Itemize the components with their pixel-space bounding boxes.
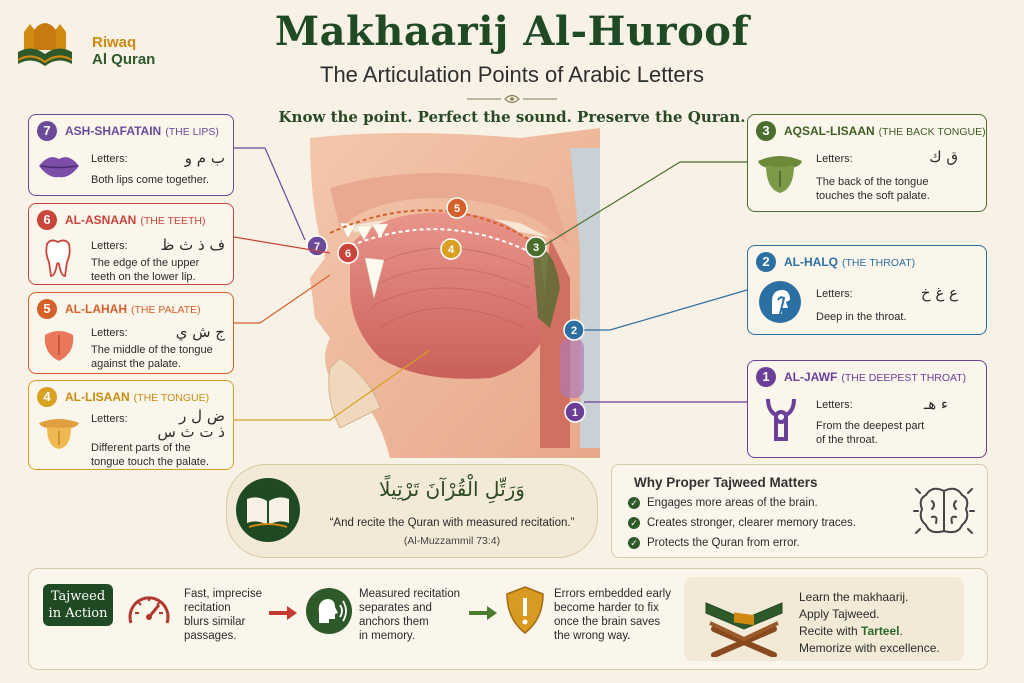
letters-arabic-2: ذ ت ث س: [157, 423, 225, 441]
check-icon: ✓: [628, 497, 640, 509]
point-description: [91, 441, 209, 469]
point-number: 4: [37, 387, 57, 407]
badge-line: in Action: [48, 606, 108, 621]
step-text-3: [554, 587, 671, 643]
point-card-1: [747, 360, 987, 458]
svg-text:7: 7: [313, 241, 321, 253]
check-icon: ✓: [628, 517, 640, 529]
point-name: AL-LISAAN: [65, 390, 130, 404]
tongue-icon: [39, 325, 79, 365]
step-line: separates and: [359, 602, 432, 614]
desc-line: The middle of the tongue: [91, 344, 213, 356]
tooth-icon: [43, 238, 73, 278]
letters-label: Letters:: [816, 153, 853, 165]
svg-text:6: 6: [344, 248, 352, 260]
arrow-right-icon: [269, 605, 297, 621]
point-description: [816, 175, 930, 203]
back-tongue-icon: [756, 151, 804, 195]
letters-arabic: ج ش ي: [175, 323, 225, 341]
tongue-out-icon: [37, 415, 81, 451]
letters-arabic: ض ل ر: [179, 407, 225, 425]
point-description: [91, 256, 199, 284]
point-card-4: [28, 380, 234, 470]
step-line: passages.: [184, 630, 237, 642]
step-text-2: [359, 587, 460, 643]
why-item-text: Engages more areas of the brain.: [647, 497, 818, 510]
speedometer-icon: [125, 589, 173, 637]
desc-line: tongue touch the palate.: [91, 456, 210, 468]
why-title: Why Proper Tajweed Matters: [634, 475, 818, 490]
letters-arabic: ء هـ: [923, 395, 948, 413]
page-title: Makhaarij Al-Huroof: [274, 8, 750, 55]
svg-text:5: 5: [453, 203, 461, 215]
point-name: AL-JAWF: [784, 370, 838, 384]
desc-line: teeth on the lower lip.: [91, 271, 196, 283]
learn-summary-box: [684, 577, 964, 661]
letters-arabic: ف ذ ث ظ: [160, 236, 225, 254]
step-line: Measured recitation: [359, 588, 460, 600]
quote-reference: (Al-Muzzammil 73:4): [403, 535, 501, 547]
point-subtitle: (THE DEEPEST THROAT): [841, 372, 967, 384]
quote-english: “And recite the Quran with measured recitation.”: [329, 517, 575, 529]
why-item-text: Protects the Quran from error.: [647, 537, 800, 550]
why-item: [628, 537, 800, 549]
point-description: [816, 310, 907, 324]
svg-text:2: 2: [570, 325, 578, 337]
letters-label: Letters:: [91, 413, 128, 425]
step-line: Errors embedded early: [554, 588, 671, 600]
point-number: 7: [37, 121, 57, 141]
letters-label: Letters:: [91, 153, 128, 165]
point-name: AL-LAHAH: [65, 302, 127, 316]
letters-arabic: ع غ خ: [920, 284, 958, 302]
desc-line: The back of the tongue: [816, 176, 929, 188]
point-description: [816, 419, 924, 447]
quran-on-stand-icon: [696, 583, 792, 657]
point-card-7: [28, 114, 234, 196]
quote-arabic: وَرَتِّلِ الْقُرْآنَ تَرْتِيلًا: [379, 477, 525, 501]
step-line: recitation: [184, 602, 231, 614]
point-title: [784, 255, 915, 269]
point-card-2: [747, 245, 987, 335]
point-subtitle: (THE LIPS): [165, 126, 219, 138]
desc-line: Both lips come together.: [91, 174, 210, 186]
desc-line: The edge of the upper: [91, 257, 200, 269]
svg-text:4: 4: [447, 244, 455, 256]
point-card-3: [747, 114, 987, 212]
point-number: 1: [756, 367, 776, 387]
letters-label: Letters:: [816, 399, 853, 411]
arrow-right-icon: [469, 605, 497, 621]
point-title: [784, 124, 986, 138]
step-line: become harder to fix: [554, 602, 659, 614]
svg-text:1: 1: [571, 407, 579, 419]
step-line: in memory.: [359, 630, 416, 642]
tarteel-highlight: Tarteel: [861, 624, 900, 638]
point-title: [65, 302, 201, 316]
desc-line: From the deepest part: [816, 420, 925, 432]
point-number: 6: [37, 210, 57, 230]
desc-line: Different parts of the: [91, 442, 191, 454]
summary-part: .: [899, 624, 903, 638]
letters-label: Letters:: [91, 327, 128, 339]
tagline: Know the point. Perfect the sound. Preserve the Quran.: [278, 108, 746, 126]
letters-arabic: ق ك: [929, 148, 958, 166]
step-line: once the brain saves: [554, 616, 661, 628]
page-subtitle: The Articulation Points of Arabic Letters: [320, 62, 704, 87]
point-title: [65, 213, 205, 227]
point-number: 5: [37, 299, 57, 319]
summary-line: Apply Tajweed.: [799, 607, 880, 621]
tajweed-in-action-badge: [43, 584, 113, 626]
point-subtitle: (THE TONGUE): [133, 392, 210, 404]
point-number: 2: [756, 252, 776, 272]
point-subtitle: (THE THROAT): [842, 257, 916, 269]
step-text-1: [184, 587, 262, 643]
brand-line1: Riwaq: [92, 34, 137, 51]
point-card-5: [28, 292, 234, 374]
point-markers: [300, 190, 600, 430]
point-title: [65, 124, 219, 138]
point-card-6: [28, 203, 234, 285]
ornament-divider-icon: [467, 92, 557, 106]
check-icon: ✓: [628, 537, 640, 549]
summary-part: Recite with: [799, 624, 862, 638]
throat-icon: [758, 280, 802, 324]
point-subtitle: (THE BACK TONGUE): [878, 126, 986, 138]
warning-shield-icon: [503, 585, 547, 635]
point-number: 3: [756, 121, 776, 141]
brain-icon: [912, 479, 976, 543]
point-title: [65, 390, 209, 404]
point-name: AL-ASNAAN: [65, 213, 137, 227]
point-name: ASH-SHAFATAIN: [65, 124, 162, 138]
lips-icon: [37, 151, 81, 181]
badge-line: Tajweed: [50, 589, 106, 604]
desc-line: of the throat.: [816, 434, 878, 446]
speaking-head-icon: [305, 587, 353, 635]
why-item-text: Creates stronger, clearer memory traces.: [647, 517, 856, 530]
svg-text:3: 3: [532, 242, 540, 254]
deep-throat-icon: [760, 395, 802, 443]
step-line: blurs similar: [184, 616, 246, 628]
why-item: [628, 517, 856, 529]
desc-line: touches the soft palate.: [816, 190, 930, 202]
point-subtitle: (THE PALATE): [131, 304, 201, 316]
why-tajweed-panel: [611, 464, 988, 558]
quran-book-icon: [235, 477, 301, 543]
letters-label: Letters:: [91, 240, 128, 252]
why-item: [628, 497, 818, 509]
summary-line: [799, 623, 940, 640]
point-title: [784, 370, 966, 384]
point-description: [91, 343, 213, 371]
letters-arabic: ب م و: [184, 149, 225, 167]
summary-line: Memorize with excellence.: [799, 641, 940, 655]
point-subtitle: (THE TEETH): [140, 215, 206, 227]
quran-quote-panel: [226, 464, 598, 558]
tajweed-in-action-panel: [28, 568, 988, 670]
desc-line: Deep in the throat.: [816, 311, 907, 323]
point-name: AL-HALQ: [784, 255, 838, 269]
summary-line: Learn the makhaarij.: [799, 590, 909, 604]
point-name: AQSAL-LISAAN: [784, 124, 875, 138]
letters-label: Letters:: [816, 288, 853, 300]
summary-text: [799, 589, 940, 657]
step-line: Fast, imprecise: [184, 588, 262, 600]
brand-line2: Al Quran: [92, 51, 156, 68]
step-line: anchors them: [359, 616, 429, 628]
step-line: the wrong way.: [554, 630, 631, 642]
point-description: [91, 173, 209, 187]
desc-line: against the palate.: [91, 358, 181, 370]
